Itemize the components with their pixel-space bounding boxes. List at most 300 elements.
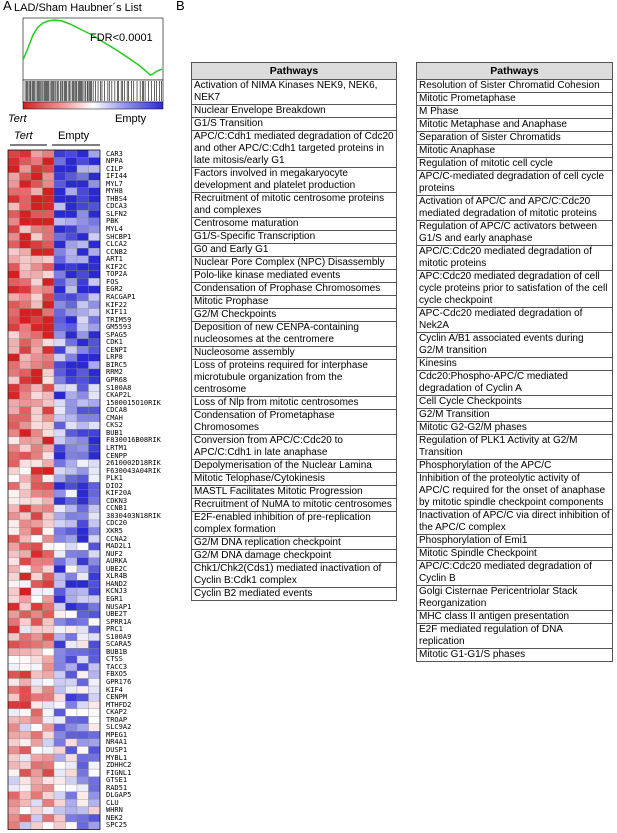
- heatmap-cell: [77, 361, 89, 369]
- heatmap-cell: [8, 497, 20, 505]
- heatmap-cell: [43, 354, 55, 362]
- heatmap-cell: [77, 550, 89, 558]
- heatmap-cell: [77, 709, 89, 717]
- heatmap-cell: [66, 195, 78, 203]
- heatmap-cell: [54, 679, 66, 687]
- gene-label: XLR4B: [106, 572, 128, 581]
- pathway-row: [417, 409, 613, 422]
- heatmap-cell: [8, 399, 20, 407]
- heatmap-cell: [66, 784, 78, 792]
- heatmap-cell: [77, 165, 89, 173]
- gene-label: TOP2A: [106, 270, 128, 279]
- gene-label: RACGAP1: [106, 292, 136, 301]
- heatmap-cell: [43, 316, 55, 324]
- heatmap-cell: [89, 512, 101, 520]
- gene-label: DLGAP5: [106, 791, 132, 800]
- heatmap-cell: [43, 633, 55, 641]
- heatmap-label-tert: Tert: [14, 130, 33, 142]
- heatmap-cell: [66, 399, 78, 407]
- heatmap-cell: [43, 739, 55, 747]
- heatmap-cell: [77, 399, 89, 407]
- pathway-row: [417, 132, 613, 145]
- heatmap-cell: [8, 256, 20, 264]
- heatmap-cell: [66, 694, 78, 702]
- heatmap-cell: [66, 309, 78, 317]
- gene-label: IFI44: [106, 172, 128, 181]
- gene-label: TACC3: [106, 662, 128, 671]
- heatmap-cell: [54, 603, 66, 611]
- heatmap-cell: [66, 731, 78, 739]
- heatmap-cell: [8, 573, 20, 581]
- pathway-row: [192, 397, 397, 410]
- heatmap-cell: [8, 158, 20, 166]
- heatmap-cell: [77, 369, 89, 377]
- gene-label: PBK: [106, 217, 119, 226]
- heatmap-cell: [77, 331, 89, 339]
- heatmap-cell: [66, 180, 78, 188]
- gene-label: MYL4: [106, 225, 123, 233]
- gene-label: MPEG1: [106, 730, 128, 739]
- gene-label: EGR1: [106, 594, 123, 603]
- gene-label: CLCA2: [106, 240, 128, 249]
- heatmap-cell: [77, 543, 89, 551]
- heatmap-cell: [54, 452, 66, 460]
- heatmap-cell: [66, 512, 78, 520]
- heatmap-cell: [66, 709, 78, 717]
- heatmap-cell: [43, 263, 55, 271]
- heatmap-cell: [89, 361, 101, 369]
- pathway-name: APC:Cdc20 mediated degradation of cell cycle proteins prior to satisfation of the cell cycle checkpoint: [417, 271, 613, 308]
- heatmap-cell: [89, 595, 101, 603]
- heatmap-cell: [43, 286, 55, 294]
- heatmap-cell: [8, 754, 20, 762]
- heatmap-cell: [8, 648, 20, 656]
- heatmap-cell: [20, 777, 32, 785]
- heatmap-cell: [31, 520, 43, 528]
- gene-label: TROAP: [106, 715, 128, 724]
- heatmap-cell: [8, 460, 20, 468]
- heatmap-cell: [54, 301, 66, 309]
- heatmap-cell: [77, 377, 89, 385]
- heatmap-cell: [89, 256, 101, 264]
- pathway-name: Cyclin A/B1 associated events during G2/M transition: [417, 333, 613, 358]
- heatmap-cell: [89, 248, 101, 256]
- pathway-row: [417, 271, 613, 308]
- heatmap-cell: [20, 822, 32, 830]
- heatmap-cell: [89, 437, 101, 445]
- pathway-row: [192, 499, 397, 512]
- heatmap-cell: [31, 550, 43, 558]
- heatmap-cell: [77, 316, 89, 324]
- heatmap-cell: [66, 626, 78, 634]
- heatmap-cell: [20, 407, 32, 415]
- heatmap-cell: [8, 716, 20, 724]
- heatmap-cell: [8, 429, 20, 437]
- heatmap-cell: [8, 731, 20, 739]
- heatmap-cell: [89, 520, 101, 528]
- heatmap-cell: [20, 248, 32, 256]
- heatmap-cell: [43, 603, 55, 611]
- heatmap-cell: [43, 648, 55, 656]
- heatmap-cell: [20, 724, 32, 732]
- heatmap-cell: [20, 565, 32, 573]
- heatmap-cell: [89, 271, 101, 279]
- heatmap-cell: [8, 679, 20, 687]
- pathway-name: Mitotic Telophase/Cytokinesis: [192, 473, 397, 486]
- heatmap-cell: [54, 807, 66, 815]
- heatmap-cell: [89, 701, 101, 709]
- pathway-name: Golgi Cisternae Pericentriolar Stack Reorganization: [417, 586, 613, 611]
- heatmap-cell: [77, 173, 89, 181]
- gene-label: S100A8: [106, 383, 132, 392]
- heatmap-cell: [31, 475, 43, 483]
- heatmap-cell: [31, 210, 43, 218]
- heatmap-cell: [20, 331, 32, 339]
- heatmap-cell: [8, 384, 20, 392]
- heatmap-cell: [31, 603, 43, 611]
- heatmap-cell: [31, 286, 43, 294]
- heatmap-cell: [66, 241, 78, 249]
- gene-label: XKR5: [106, 527, 123, 535]
- heatmap-cell: [66, 543, 78, 551]
- heatmap-cell: [31, 716, 43, 724]
- heatmap-cell: [20, 271, 32, 279]
- pathway-name: M Phase: [417, 106, 613, 119]
- heatmap-cell: [77, 324, 89, 332]
- heatmap-cell: [89, 535, 101, 543]
- heatmap-cell: [8, 339, 20, 347]
- pathway-row: [192, 473, 397, 486]
- heatmap-cell: [54, 180, 66, 188]
- heatmap-cell: [54, 595, 66, 603]
- gene-label: NPPA: [106, 157, 123, 166]
- heatmap-cell: [8, 618, 20, 626]
- gene-label: BUB1B: [106, 647, 128, 656]
- heatmap-cell: [54, 754, 66, 762]
- pathway-name: Phosphorylation of the APC/C: [417, 460, 613, 473]
- heatmap-cell: [31, 558, 43, 566]
- gene-label: SLC9A2: [106, 723, 132, 732]
- pathway-row: [417, 371, 613, 396]
- heatmap-cell: [43, 784, 55, 792]
- heatmap-cell: [54, 746, 66, 754]
- heatmap-cell: [54, 346, 66, 354]
- heatmap-cell: [54, 648, 66, 656]
- heatmap-cell: [66, 346, 78, 354]
- heatmap-cell: [20, 807, 32, 815]
- pathway-row: [417, 308, 613, 333]
- heatmap-cell: [54, 814, 66, 822]
- heatmap-cell: [89, 565, 101, 573]
- heatmap-cell: [77, 807, 89, 815]
- gene-label: FBXO5: [106, 670, 128, 679]
- heatmap-cell: [20, 437, 32, 445]
- heatmap-cell: [43, 799, 55, 807]
- heatmap-cell: [77, 278, 89, 286]
- heatmap-cell: [43, 611, 55, 619]
- heatmap-cell: [31, 369, 43, 377]
- heatmap-cell: [31, 648, 43, 656]
- pathway-name: Kinesins: [417, 358, 613, 371]
- pathway-name: Mitotic Prometaphase: [417, 93, 613, 106]
- heatmap-cell: [77, 573, 89, 581]
- heatmap-cell: [66, 248, 78, 256]
- pathway-name: Polo-like kinase mediated events: [192, 270, 397, 283]
- heatmap-cell: [31, 271, 43, 279]
- heatmap-cell: [20, 505, 32, 513]
- heatmap-cell: [54, 158, 66, 166]
- heatmap-cell: [8, 558, 20, 566]
- pathway-row: [417, 548, 613, 561]
- heatmap-cell: [77, 641, 89, 649]
- heatmap-cell: [31, 505, 43, 513]
- heatmap-cell: [31, 407, 43, 415]
- heatmap-cell: [54, 505, 66, 513]
- heatmap-cell: [54, 422, 66, 430]
- heatmap-cell: [8, 188, 20, 196]
- heatmap-cell: [89, 399, 101, 407]
- heatmap-cell: [31, 301, 43, 309]
- heatmap-cell: [8, 799, 20, 807]
- heatmap-cell: [20, 226, 32, 234]
- heatmap-cell: [77, 437, 89, 445]
- heatmap-cell: [31, 482, 43, 490]
- heatmap-cell: [89, 497, 101, 505]
- gene-label: SPRR1A: [106, 617, 132, 626]
- pathway-row: [192, 309, 397, 322]
- heatmap-cell: [77, 648, 89, 656]
- gene-label: RRM2: [106, 368, 123, 377]
- gene-label: RAD51: [106, 783, 128, 792]
- heatmap-cell: [77, 286, 89, 294]
- heatmap-cell: [20, 150, 32, 158]
- heatmap-cell: [54, 792, 66, 800]
- heatmap-cell: [20, 377, 32, 385]
- heatmap-cell: [89, 180, 101, 188]
- pathway-row: [417, 171, 613, 196]
- heatmap-cell: [20, 543, 32, 551]
- pathway-name: Mitotic Spindle Checkpoint: [417, 548, 613, 561]
- heatmap-cell: [66, 679, 78, 687]
- heatmap-cell: [8, 739, 20, 747]
- heatmap-cell: [31, 754, 43, 762]
- heatmap-cell: [31, 694, 43, 702]
- heatmap-cell: [77, 686, 89, 694]
- pathway-name: Centrosome maturation: [192, 218, 397, 231]
- heatmap-cell: [54, 203, 66, 211]
- pathway-name: Mitotic Prophase: [192, 296, 397, 309]
- heatmap-cell: [20, 256, 32, 264]
- heatmap-cell: [20, 399, 32, 407]
- heatmap-cell: [54, 769, 66, 777]
- heatmap-cell: [77, 731, 89, 739]
- heatmap-cell: [8, 746, 20, 754]
- heatmap-cell: [66, 158, 78, 166]
- gsea-title: LAD/Sham Haubner´s List: [14, 2, 142, 14]
- panel-letter-b: B: [176, 0, 185, 13]
- pathway-name: Recruitment of NuMA to mitotic centrosomes: [192, 499, 397, 512]
- heatmap-cell: [66, 339, 78, 347]
- heatmap-cell: [54, 444, 66, 452]
- pathway-name: G2/M Transition: [417, 409, 613, 422]
- heatmap-cell: [8, 475, 20, 483]
- heatmap-cell: [31, 565, 43, 573]
- gene-label: UBE2C: [106, 564, 128, 573]
- gene-label: MYH8: [106, 187, 123, 196]
- heatmap-cell: [77, 505, 89, 513]
- heatmap-cell: [8, 369, 20, 377]
- heatmap-cell: [54, 210, 66, 218]
- heatmap-cell: [54, 671, 66, 679]
- heatmap-cell: [20, 648, 32, 656]
- heatmap-cell: [20, 679, 32, 687]
- pathway-row: [417, 145, 613, 158]
- gene-label: NUF2: [106, 549, 123, 558]
- heatmap-cell: [77, 633, 89, 641]
- heatmap-cell: [31, 724, 43, 732]
- heatmap-cell: [31, 188, 43, 196]
- heatmap-cell: [31, 822, 43, 830]
- heatmap: [0, 0, 110, 833]
- pathway-name: MHC class II antigen presentation: [417, 611, 613, 624]
- heatmap-cell: [77, 512, 89, 520]
- heatmap-cell: [20, 233, 32, 241]
- pathway-name: Nuclear Pore Complex (NPC) Disassembly: [192, 257, 397, 270]
- pathway-row: [417, 221, 613, 246]
- heatmap-cell: [77, 256, 89, 264]
- heatmap-cell: [77, 339, 89, 347]
- heatmap-cell: [8, 316, 20, 324]
- heatmap-cell: [66, 392, 78, 400]
- pathway-row: [417, 624, 613, 649]
- heatmap-cell: [77, 414, 89, 422]
- heatmap-cell: [54, 799, 66, 807]
- heatmap-cell: [77, 679, 89, 687]
- heatmap-cell: [20, 414, 32, 422]
- heatmap-cell: [89, 573, 101, 581]
- heatmap-cell: [43, 656, 55, 664]
- heatmap-cell: [31, 626, 43, 634]
- heatmap-cell: [20, 346, 32, 354]
- heatmap-cell: [43, 165, 55, 173]
- heatmap-cell: [8, 641, 20, 649]
- pathway-name: E2F-enabled inhibition of pre-replication complex formation: [192, 512, 397, 537]
- pathway-row: [192, 218, 397, 231]
- pathway-row: [417, 535, 613, 548]
- heatmap-cell: [89, 339, 101, 347]
- heatmap-cell: [31, 618, 43, 626]
- gene-label: DIO2: [106, 481, 123, 490]
- heatmap-cell: [8, 769, 20, 777]
- heatmap-cell: [20, 588, 32, 596]
- pathway-name: G1/S Transition: [192, 118, 397, 131]
- heatmap-cell: [43, 241, 55, 249]
- heatmap-cell: [43, 807, 55, 815]
- pathway-name: Factors involved in megakaryocyte development and platelet production: [192, 168, 397, 193]
- pathway-row: [192, 131, 397, 168]
- heatmap-cell: [20, 173, 32, 181]
- heatmap-cell: [20, 369, 32, 377]
- heatmap-cell: [77, 241, 89, 249]
- heatmap-cell: [66, 467, 78, 475]
- heatmap-cell: [8, 550, 20, 558]
- heatmap-cell: [54, 694, 66, 702]
- heatmap-cell: [31, 535, 43, 543]
- heatmap-cell: [31, 784, 43, 792]
- heatmap-cell: [66, 233, 78, 241]
- heatmap-cell: [66, 565, 78, 573]
- heatmap-cell: [20, 241, 32, 249]
- heatmap-cell: [54, 626, 66, 634]
- heatmap-cell: [54, 762, 66, 770]
- heatmap-cell: [89, 286, 101, 294]
- heatmap-cell: [77, 626, 89, 634]
- heatmap-cell: [54, 656, 66, 664]
- pathway-name: APC/C:Cdc20 mediated degradation of mitotic proteins: [417, 246, 613, 271]
- heatmap-cell: [43, 437, 55, 445]
- heatmap-cell: [8, 331, 20, 339]
- gene-label: FIGNL1: [106, 768, 132, 777]
- gene-label: CAR3: [106, 149, 123, 158]
- heatmap-cell: [66, 671, 78, 679]
- gene-label: AURKA: [106, 557, 128, 566]
- heatmap-cell: [89, 377, 101, 385]
- heatmap-cell: [31, 769, 43, 777]
- heatmap-cell: [89, 369, 101, 377]
- heatmap-cell: [8, 422, 20, 430]
- heatmap-cell: [77, 528, 89, 536]
- pathway-row: [417, 460, 613, 473]
- heatmap-cell: [54, 497, 66, 505]
- heatmap-cell: [66, 414, 78, 422]
- heatmap-cell: [8, 512, 20, 520]
- heatmap-cell: [54, 550, 66, 558]
- heatmap-cell: [43, 407, 55, 415]
- heatmap-cell: [31, 429, 43, 437]
- heatmap-cell: [66, 611, 78, 619]
- heatmap-cell: [54, 263, 66, 271]
- heatmap-cell: [54, 407, 66, 415]
- pathway-table-right: [416, 62, 613, 662]
- heatmap-cell: [20, 263, 32, 271]
- gene-label: 2610002D18RIK: [106, 459, 161, 468]
- heatmap-cell: [89, 543, 101, 551]
- pathway-name: Inactivation of APC/C via direct inhibition of the APC/C complex: [417, 510, 613, 535]
- heatmap-cell: [31, 686, 43, 694]
- heatmap-cell: [54, 528, 66, 536]
- heatmap-cell: [31, 633, 43, 641]
- heatmap-cell: [54, 339, 66, 347]
- heatmap-cell: [77, 739, 89, 747]
- heatmap-cell: [43, 460, 55, 468]
- pathway-row: [192, 360, 397, 397]
- heatmap-cell: [54, 475, 66, 483]
- heatmap-cell: [20, 520, 32, 528]
- heatmap-cell: [77, 671, 89, 679]
- heatmap-cell: [77, 150, 89, 158]
- pathway-row: [417, 435, 613, 460]
- heatmap-cell: [8, 324, 20, 332]
- heatmap-cell: [20, 278, 32, 286]
- heatmap-cell: [89, 731, 101, 739]
- heatmap-cell: [8, 701, 20, 709]
- heatmap-cell: [43, 339, 55, 347]
- pathway-row: [192, 537, 397, 550]
- heatmap-cell: [20, 286, 32, 294]
- gene-label: CCNA2: [106, 534, 128, 543]
- heatmap-cell: [31, 580, 43, 588]
- pathway-name: APC/C-mediated degradation of cell cycle proteins: [417, 171, 613, 196]
